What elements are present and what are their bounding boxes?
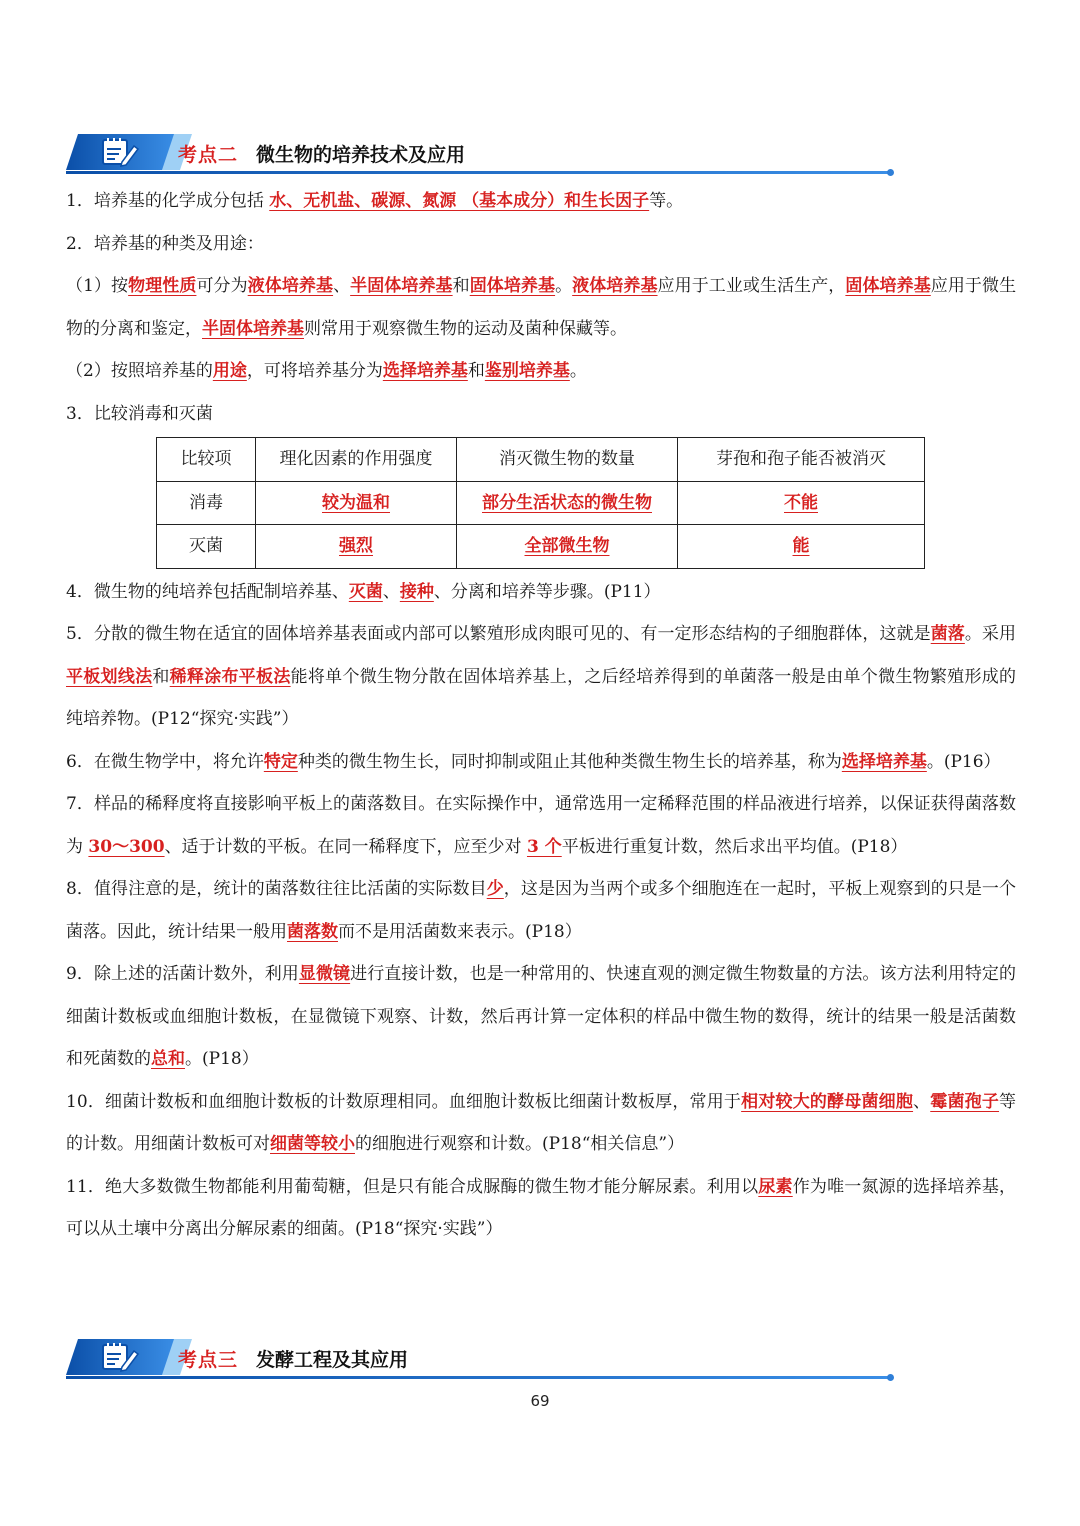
table-cell: 灭菌 [157,525,256,569]
item-2: 2．培养基的种类及用途： [66,233,264,254]
table-row [157,525,925,569]
table-cell: 较为温和 [256,481,457,525]
table-cell: 能 [678,525,925,569]
comparison-table [156,437,925,569]
table-cell: 消毒 [157,481,256,525]
table-cell: 强烈 [256,525,457,569]
section-header-3 [66,1335,892,1381]
table-header-cell: 比较项 [157,438,256,482]
item-11: 11．绝大多数微生物都能利用葡萄糖，但是只有能合成脲酶的微生物才能分解尿素。利用以尿素作为唯一氮源的选择培养基，可以从土壤中分离出分解尿素的细菌。(P18“探究·实践”） [66,1176,1017,1239]
section-label: 考点二 [178,144,239,166]
table-header-cell: 理化因素的作用强度 [256,438,457,482]
item-2-1: （1）按物理性质可分为液体培养基、半固体培养基和固体培养基。液体培养基应用于工业或生活生产，固体培养基应用于微生物的分离和鉴定，半固体培养基则常用于观察微生物的运动及菌种保藏等。 [66,276,1017,339]
table-header-cell: 芽孢和孢子能否被消灭 [678,438,925,482]
table-cell: 全部微生物 [457,525,678,569]
section-label: 考点三 [178,1349,239,1371]
notepad-pencil-icon [100,136,140,168]
header-rule [66,171,892,174]
table-cell: 部分生活状态的微生物 [457,481,678,525]
section-title: 微生物的培养技术及应用 [256,144,466,166]
content-body [66,180,1016,1251]
table-row [157,481,925,525]
item-8: 8．值得注意的是，统计的菌落数往往比活菌的实际数目少，这是因为当两个或多个细胞连在一起时，平板上观察到的只是一个菌落。因此，统计结果一般用菌落数而不是用活菌数来表示。(P18） [66,879,1016,942]
section-title: 发酵工程及其应用 [256,1349,409,1371]
table-header-row [157,438,925,482]
item-6: 6．在微生物学中，将允许特定种类的微生物生长，同时抑制或阻止其他种类微生物生长的培养基，称为选择培养基。(P16） [66,751,1001,772]
item-9: 9．除上述的活菌计数外，利用显微镜进行直接计数，也是一种常用的、快速直观的测定微生物数量的方法。该方法利用特定的细菌计数板或血细胞计数板，在显微镜下观察、计数，然后再计算一定体积的样品中微生物的数得，统计的结果一般是活菌数和死菌数的总和。(P18） [66,964,1017,1069]
header-rule [66,1376,892,1379]
item-10: 10．细菌计数板和血细胞计数板的计数原理相同。血细胞计数板比细菌计数板厚，常用于相对较大的酵母菌细胞、霉菌孢子等的计数。用细菌计数板可对细菌等较小的细胞进行观察和计数。(P18“相关信息”） [66,1091,1017,1154]
item-3: 3．比较消毒和灭菌 [66,403,213,424]
item-1: 1．培养基的化学成分包括 水、无机盐、碳源、氮源 （基本成分）和生长因子等。 [66,191,684,211]
item-7: 7．样品的稀释度将直接影响平板上的菌落数目。在实际操作中，通常选用一定稀释范围的样品液进行培养，以保证获得菌落数为 30～300、适于计数的平板。在同一稀释度下，应至少对 3 个平板进行重复计数，然后求出平均值。(P18） [66,794,1016,857]
item-5: 5．分散的微生物在适宜的固体培养基表面或内部可以繁殖形成肉眼可见的、有一定形态结构的子细胞群体，这就是菌落。采用平板划线法和稀释涂布平板法能将单个微生物分散在固体培养基上，之后经培养得到的单菌落一般是由单个微生物繁殖形成的纯培养物。(P12“探究·实践”） [66,624,1017,729]
item-4: 4．微生物的纯培养包括配制培养基、灭菌、接种、分离和培养等步骤。(P11） [66,581,661,602]
table-cell: 不能 [678,481,925,525]
table-header-cell: 消灭微生物的数量 [457,438,678,482]
section-header-2 [66,130,892,176]
notepad-pencil-icon [100,1341,140,1373]
page-number: 69 [530,1392,550,1410]
item-2-2: （2）按照培养基的用途，可将培养基分为选择培养基和鉴别培养基。 [66,361,587,381]
